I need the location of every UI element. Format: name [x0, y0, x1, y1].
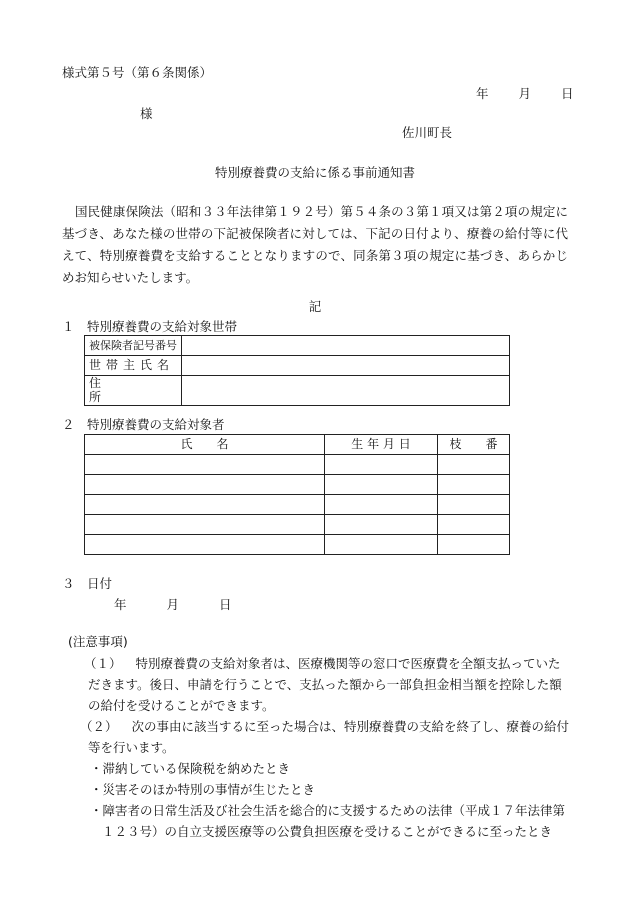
header-date — [476, 86, 574, 101]
recipient-birthdate-cell[interactable] — [325, 515, 438, 535]
recipient-birthdate-cell[interactable] — [325, 495, 438, 515]
recipient-suffix: 様 — [140, 106, 153, 121]
note-bullet: ・災害そのほか特別の事情が生じたとき — [90, 782, 316, 797]
note-bullet: ・滞納している保険税を納めたとき — [90, 761, 291, 776]
recipient-name-cell[interactable] — [85, 515, 325, 535]
note-text: 次の事由に該当するに至った場合は、特別療養費の支給を終了し、療養の給付等を行います。 — [88, 719, 570, 755]
header-date-day: 日 — [561, 86, 574, 101]
household-head-name-field[interactable] — [182, 356, 510, 376]
note-item-1 — [84, 653, 570, 716]
household-label-head-name: 世帯主氏名 — [85, 356, 182, 376]
section3-heading: ３ 日付 — [62, 576, 113, 591]
body-text: 国民健康保険法（昭和３３年法律第１９２号）第５４条の３第１項又は第２項の規定に基づき、あなた様の世帯の下記被保険者に対しては、下記の日付より、療養の給付等に代えて、特別療養費を支給することとなりますので、同条第３項の規定に基づき、あらかじめお知らせいたします。 — [62, 204, 568, 285]
table-row — [85, 455, 510, 475]
column-header-branch-number: 枝 番 — [438, 435, 510, 455]
start-date — [114, 597, 232, 612]
header-date-month: 月 — [518, 86, 532, 101]
household-label-insured-number: 被保険者記号番号 — [85, 336, 182, 356]
recipient-birthdate-cell[interactable] — [325, 475, 438, 495]
recipient-branch-cell[interactable] — [438, 515, 510, 535]
table-row — [85, 336, 510, 356]
recipient-name-cell[interactable] — [85, 535, 325, 555]
column-header-name: 氏 名 — [85, 435, 325, 455]
table-row — [85, 515, 510, 535]
recipient-name-cell[interactable] — [85, 495, 325, 515]
recipient-birthdate-cell[interactable] — [325, 535, 438, 555]
document-title: 特別療養費の支給に係る事前通知書 — [214, 165, 415, 180]
table-row — [85, 495, 510, 515]
note-item-2 — [80, 716, 570, 758]
table-row — [85, 356, 510, 376]
table-row — [85, 535, 510, 555]
recipient-branch-cell[interactable] — [438, 535, 510, 555]
table-header-row — [85, 435, 510, 455]
ki-marker: 記 — [308, 299, 322, 314]
form-number: 様式第５号（第６条関係） — [62, 65, 213, 80]
recipient-name-cell[interactable] — [85, 455, 325, 475]
section2-heading: ２ 特別療養費の支給対象者 — [62, 417, 225, 432]
column-header-birthdate: 生 年 月 日 — [325, 435, 438, 455]
recipient-branch-cell[interactable] — [438, 495, 510, 515]
recipient-birthdate-cell[interactable] — [325, 455, 438, 475]
table-row — [85, 376, 510, 406]
note-marker: （２） — [80, 719, 118, 734]
recipients-table — [84, 434, 510, 555]
table-row — [85, 475, 510, 495]
issuer: 佐川町長 — [402, 125, 453, 140]
recipient-branch-cell[interactable] — [438, 455, 510, 475]
start-date-month: 月 — [166, 597, 180, 612]
header-date-year: 年 — [476, 86, 489, 101]
household-address-field[interactable] — [182, 376, 510, 406]
section1-heading: １ 特別療養費の支給対象世帯 — [62, 319, 238, 334]
household-insured-number-field[interactable] — [182, 336, 510, 356]
note-marker: （１） — [84, 656, 122, 671]
household-table — [84, 335, 510, 406]
notes-heading: (注意事項) — [68, 634, 128, 649]
recipient-name-cell[interactable] — [85, 475, 325, 495]
start-date-year: 年 — [114, 597, 127, 612]
notes-list — [80, 653, 570, 842]
recipient-branch-cell[interactable] — [438, 475, 510, 495]
household-label-address: 住所 — [85, 376, 182, 406]
note-text: 特別療養費の支給対象者は、医療機関等の窓口で医療費を全額支払っていただきます。後日、申請を行うことで、支払った額から一部負担金相当額を控除した額の給付を受けることができます。 — [88, 656, 562, 713]
start-date-day: 日 — [219, 597, 232, 612]
note-bullet: ・障害者の日常生活及び社会生活を総合的に支援するための法律（平成１７年法律第１２３号）の自立支援医療等の公費負担医療を受けることができるに至ったとき — [90, 803, 566, 839]
